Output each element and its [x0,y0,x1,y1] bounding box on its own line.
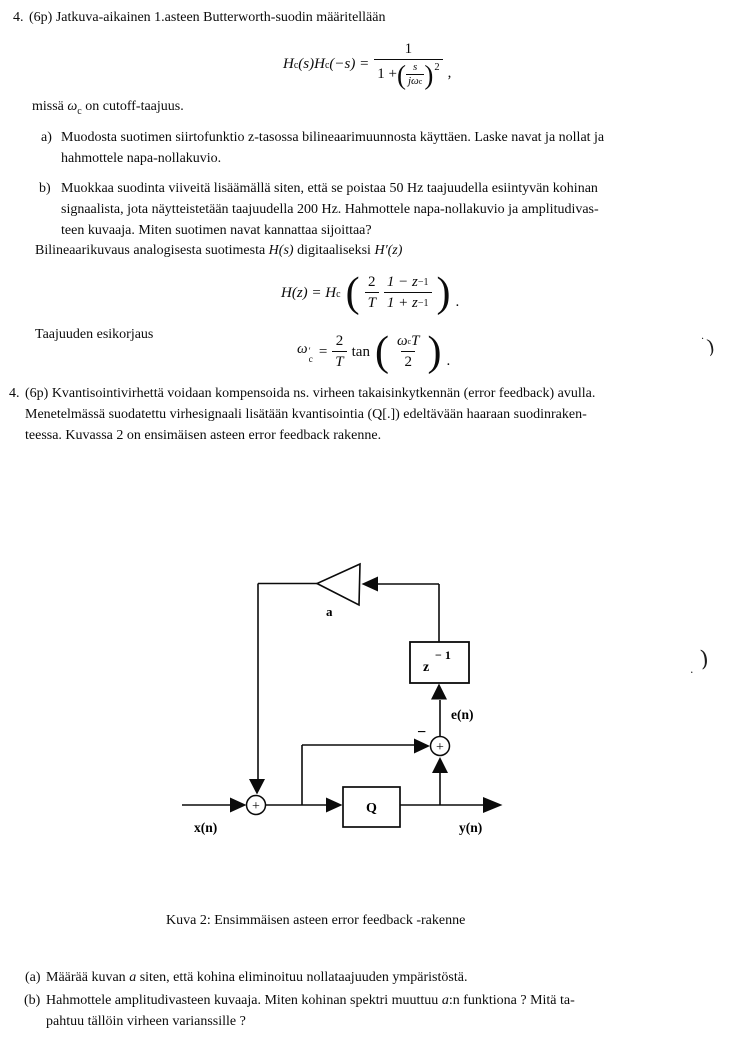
cutoff-note: missä $\omega_c$ on cutoff-taajuus. [32,99,184,117]
eq3-lhs: ω ′ c [297,341,313,365]
eq2-lhs: H(z) = H c [281,284,341,301]
eq1-lhs: H c (s)H c (−s) = [283,55,370,72]
eq2-fraction-2T: $\frac{2}{T}$ [365,274,379,312]
problem2-text: (6p) Kvantisointivirhettä voidaan kompensoida ns. virheen takaisinkytkennän (error feedback) avulla. Menetelmässä suodatettu virhesignaali lisätään kvantisointia (Q[.]) edeltävään haaraan suodinraken- teessa. Kuvassa 2 on ensimäisen asteen error feedback rakenne. [25,386,596,443]
problem2-number: 4. [9,386,20,401]
arrow-feedback-into-adder [249,779,265,795]
input-signal-label: x(n) [194,820,218,835]
delay-label-base: z [423,660,430,675]
equation-bilinear: H(z) = H c ( $\frac{2}{T}$ 1 − z −1 1 + z −1 ) . [281,270,460,316]
equation-butterworth-definition: H c (s)H c (−s) = 1 1 + ( s jω c ) $^2$ , [283,41,452,90]
bottom-item-a-label: (a) [25,970,41,985]
left-paren: ( [396,59,406,90]
input-adder-plus: + [252,799,260,814]
bottom-item-a-text: Määrää kuvan a siten, että kohina eliminoituu nollataajuuden ympäristöstä. [46,970,468,985]
error-adder-minus: − [417,724,427,741]
item-b-label: b) [39,181,51,196]
eq3-fraction-arg: ω c T 2 [396,333,420,370]
arrow-output [483,797,503,813]
bottom-item-b-text: Hahmottele amplitudivasteen kuvaaja. Miten kohinan spektri muuttuu a:n funktiona ? Mitä ta- pahtuu tällöin virheen varianssille ? [46,993,575,1029]
left-paren: ( [374,329,389,375]
error-signal-label: e(n) [451,707,474,722]
arrow-output-into-subtractor [432,757,448,773]
error-feedback-diagram [180,552,520,852]
eq1-inner-fraction: s jω c [407,61,423,87]
arrow-into-quantizer [326,798,343,813]
problem1-intro: (6p) Jatkuva-aikainen 1.asteen Butterworth-suodin määritellään [29,10,386,25]
arrow-into-delay [431,684,447,700]
figure-caption: Kuva 2: Ensimmäisen asteen error feedback -rakenne [166,913,466,928]
arrow-into-gain [362,577,379,592]
diagram-arrowheads [230,577,503,814]
arrow-into-input-adder [230,798,247,813]
left-paren: ( [345,270,360,316]
scan-mark-paren: ) [698,646,710,673]
scan-mark-dot: . [690,663,694,676]
error-adder-plus: + [436,740,444,755]
item-a-text: Muodosta suotimen siirtofunktio z-tasossa bilineaarimuunnosta käyttäen. Laske navat ja nollat ja hahmottele napa-nollakuvio. [61,130,605,166]
delay-label-exponent: − 1 [435,648,451,662]
eq2-fraction-z: 1 − z −1 1 + z −1 [384,274,432,312]
item-a-label: a) [41,130,52,145]
bottom-item-b-label: (b) [24,993,41,1008]
problem1-number: 4. [13,10,24,25]
quantizer-label: Q [366,801,377,816]
output-signal-label: y(n) [459,820,483,835]
gain-label: a [326,604,333,619]
eq3-fraction-2T: $\frac{2}{T}$ [332,333,346,371]
bilinear-intro: Bilineaarikuvaus analogisesta suotimesta H(s) digitaaliseksi H′(z) [35,243,403,258]
equation-prewarp: ω ′ c = $\frac{2}{T}$ tan ( ω c T 2 ) . [297,329,451,375]
right-paren: ) [424,59,434,90]
eq1-fraction: 1 1 + ( s jω c ) $^2$ [374,41,442,87]
item-b-text: Muokkaa suodinta viiveitä lisäämällä siten, että se poistaa 50 Hz taajuudella esiintyvän kohinan signaalista, jota näytteistetään taajuudella 200 Hz. Hahmottele napa-nollakuvio ja amplitudivas- teen kuvaaja. Miten suotimen navat kannattaa sijoittaa? [61,181,599,238]
right-paren: ) [436,270,451,316]
right-paren: ) [427,329,442,375]
gain-triangle [317,564,360,605]
prewarp-label: Taajuuden esikorjaus [35,327,154,342]
scan-mark-dot: · [701,334,705,345]
scan-mark-paren: ) [704,335,717,359]
